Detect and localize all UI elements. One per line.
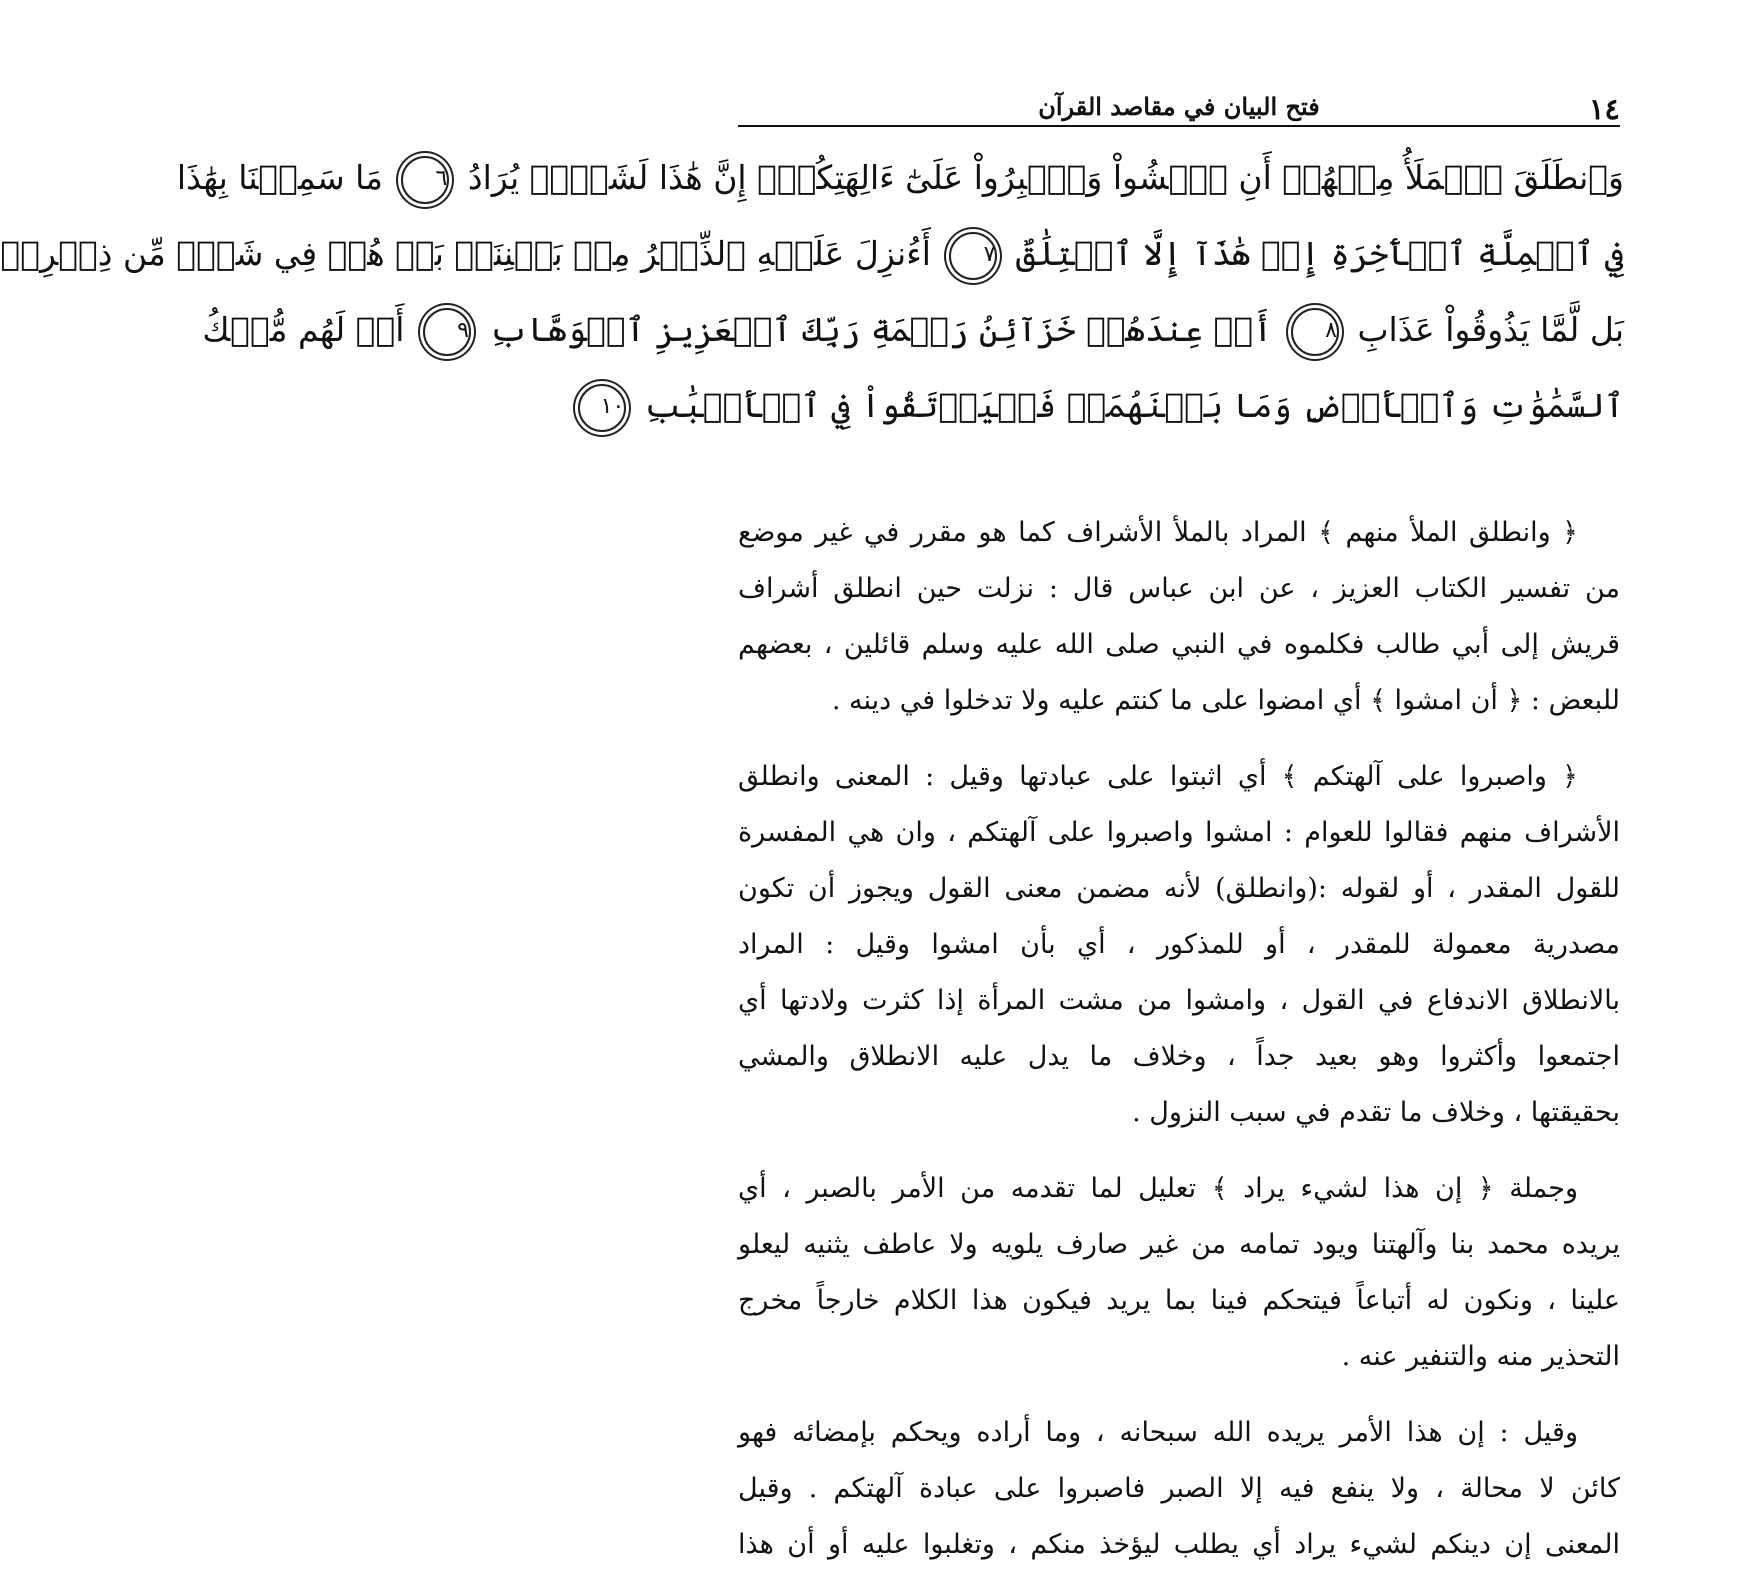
quran-text: أَءُنزِلَ عَلَيۡهِ ٱلذِّكۡرُ مِنۢ بَيۡنِنَاۚ بَلۡ هُمۡ فِي شَكّٖ مِّن ذِكۡرِيۚ — [0, 234, 931, 273]
quran-text: فِي ٱلۡمِلَّةِ ٱلۡأٓخِرَةِ إِنۡ هَٰذَآ إِلَّا ٱخۡتِلَٰقٌ — [1015, 234, 1624, 273]
quran-text: بَل لَّمَّا يَذُوقُواْ عَذَابِ — [1357, 310, 1624, 349]
quran-verses — [0, 140, 1624, 444]
text-line: بالانطلاق الاندفاع في القول ، وامشوا من مشت المرأة إذا كثرت ولادتها أي — [738, 985, 1620, 1016]
text-line: للبعض : ﴿ أن امشوا ﴾ أي امضوا على ما كنتم عليه ولا تدخلوا في دينه . — [831, 685, 1620, 716]
ayah-number-marker: ٨ — [1291, 308, 1339, 356]
quran-text: مَا سَمِعۡنَا بِهَٰذَا — [176, 158, 383, 197]
header-rule — [738, 125, 1620, 127]
commentary-paragraph — [738, 1405, 1620, 1573]
running-title: فتح البيان في مقاصد القرآن — [1038, 92, 1320, 121]
ayah-number-marker: ٧ — [949, 232, 997, 280]
text-line: ﴿ واصبروا على آلهتكم ﴾ أي اثبتوا على عبادتها وقيل : المعنى وانطلق — [738, 761, 1578, 792]
text-line: اجتمعوا وأكثروا وهو بعيد جداً ، وخلاف ما يدل عليه الانطلاق والمشي — [738, 1041, 1620, 1072]
ayah-number-marker: ٦ — [401, 156, 449, 204]
ayah-number-marker: ٩ — [423, 308, 471, 356]
text-line: قريش إلى أبي طالب فكلموه في النبي صلى الله عليه وسلم قائلين ، بعضهم — [738, 629, 1620, 660]
page-header — [738, 80, 1620, 126]
commentary-paragraph — [738, 505, 1620, 729]
quran-line — [176, 140, 1624, 216]
text-line: من تفسير الكتاب العزيز ، عن ابن عباس قال : نزلت حين انطلق أشراف — [738, 573, 1620, 604]
text-line: علينا ، ونكون له أتباعاً فيتحكم فينا بما يريد فيكون هذا الكلام خارجاً مخرج — [738, 1285, 1620, 1316]
ayah-number-marker: ١٠ — [578, 384, 626, 432]
text-line: المعنى إن دينكم لشيء يراد أي يطلب ليؤخذ منكم ، وتغلبوا عليه أو أن هذا — [738, 1529, 1620, 1560]
text-line: الأشراف منهم فقالوا للعوام : امشوا واصبروا على آلهتكم ، وان هي المفسرة — [738, 817, 1620, 848]
page-number: ١٤ — [1588, 92, 1620, 126]
text-line: كائن لا محالة ، ولا ينفع فيه إلا الصبر فاصبروا على عبادة آلهتكم . وقيل — [738, 1473, 1620, 1504]
text-line: وقيل : إن هذا الأمر يريده الله سبحانه ، وما أراده ويحكم بإمضائه فهو — [738, 1417, 1578, 1448]
quran-text: أَمۡ لَهُم مُّلۡكُ — [202, 310, 405, 349]
quran-line — [600, 368, 1624, 444]
quran-text: أَمۡ عِندَهُمۡ خَزَآئِنُ رَحۡمَةِ رَبِّكَ ٱلۡعَزِيزِ ٱلۡوَهَّابِ — [489, 310, 1273, 349]
text-line: التحذير منه والتنفير عنه . — [1341, 1341, 1620, 1372]
text-line: مصدرية معمولة للمقدر ، أو للمذكور ، أي بأن امشوا وقيل : المراد — [738, 929, 1620, 960]
quran-line — [0, 216, 1624, 292]
text-line: ﴿ وانطلق الملأ منهم ﴾ المراد بالملأ الأشراف كما هو مقرر في غير موضع — [738, 517, 1578, 548]
text-line: للقول المقدر ، أو لقوله :(وانطلق) لأنه مضمن معنى القول ويجوز أن تكون — [738, 873, 1620, 904]
quran-line — [202, 292, 1624, 368]
commentary-text — [738, 505, 1620, 1593]
quran-text: ٱلسَّمَٰوَٰتِ وَٱلۡأَرۡضِ وَمَا بَيۡنَهُمَاۖ فَلۡيَرۡتَقُواْ فِي ٱلۡأَسۡبَٰبِ — [644, 386, 1624, 425]
quran-text: وَٱنطَلَقَ ٱلۡمَلَأُ مِنۡهُمۡ أَنِ ٱمۡشُواْ وَٱصۡبِرُواْ عَلَىٰٓ ءَالِهَتِكُمۡۖ إِنَّ هَٰذَا لَشَيۡءٞ يُرَادُ — [467, 158, 1624, 197]
text-line: وجملة ﴿ إن هذا لشيء يراد ﴾ تعليل لما تقدمه من الأمر بالصبر ، أي — [738, 1173, 1578, 1204]
commentary-paragraph — [738, 749, 1620, 1141]
text-line: يريده محمد بنا وآلهتنا ويود تمامه من غير صارف يلويه ولا عاطف يثنيه ليعلو — [738, 1229, 1621, 1260]
text-line: بحقيقتها ، وخلاف ما تقدم في سبب النزول . — [1132, 1097, 1620, 1128]
commentary-paragraph — [738, 1161, 1620, 1385]
